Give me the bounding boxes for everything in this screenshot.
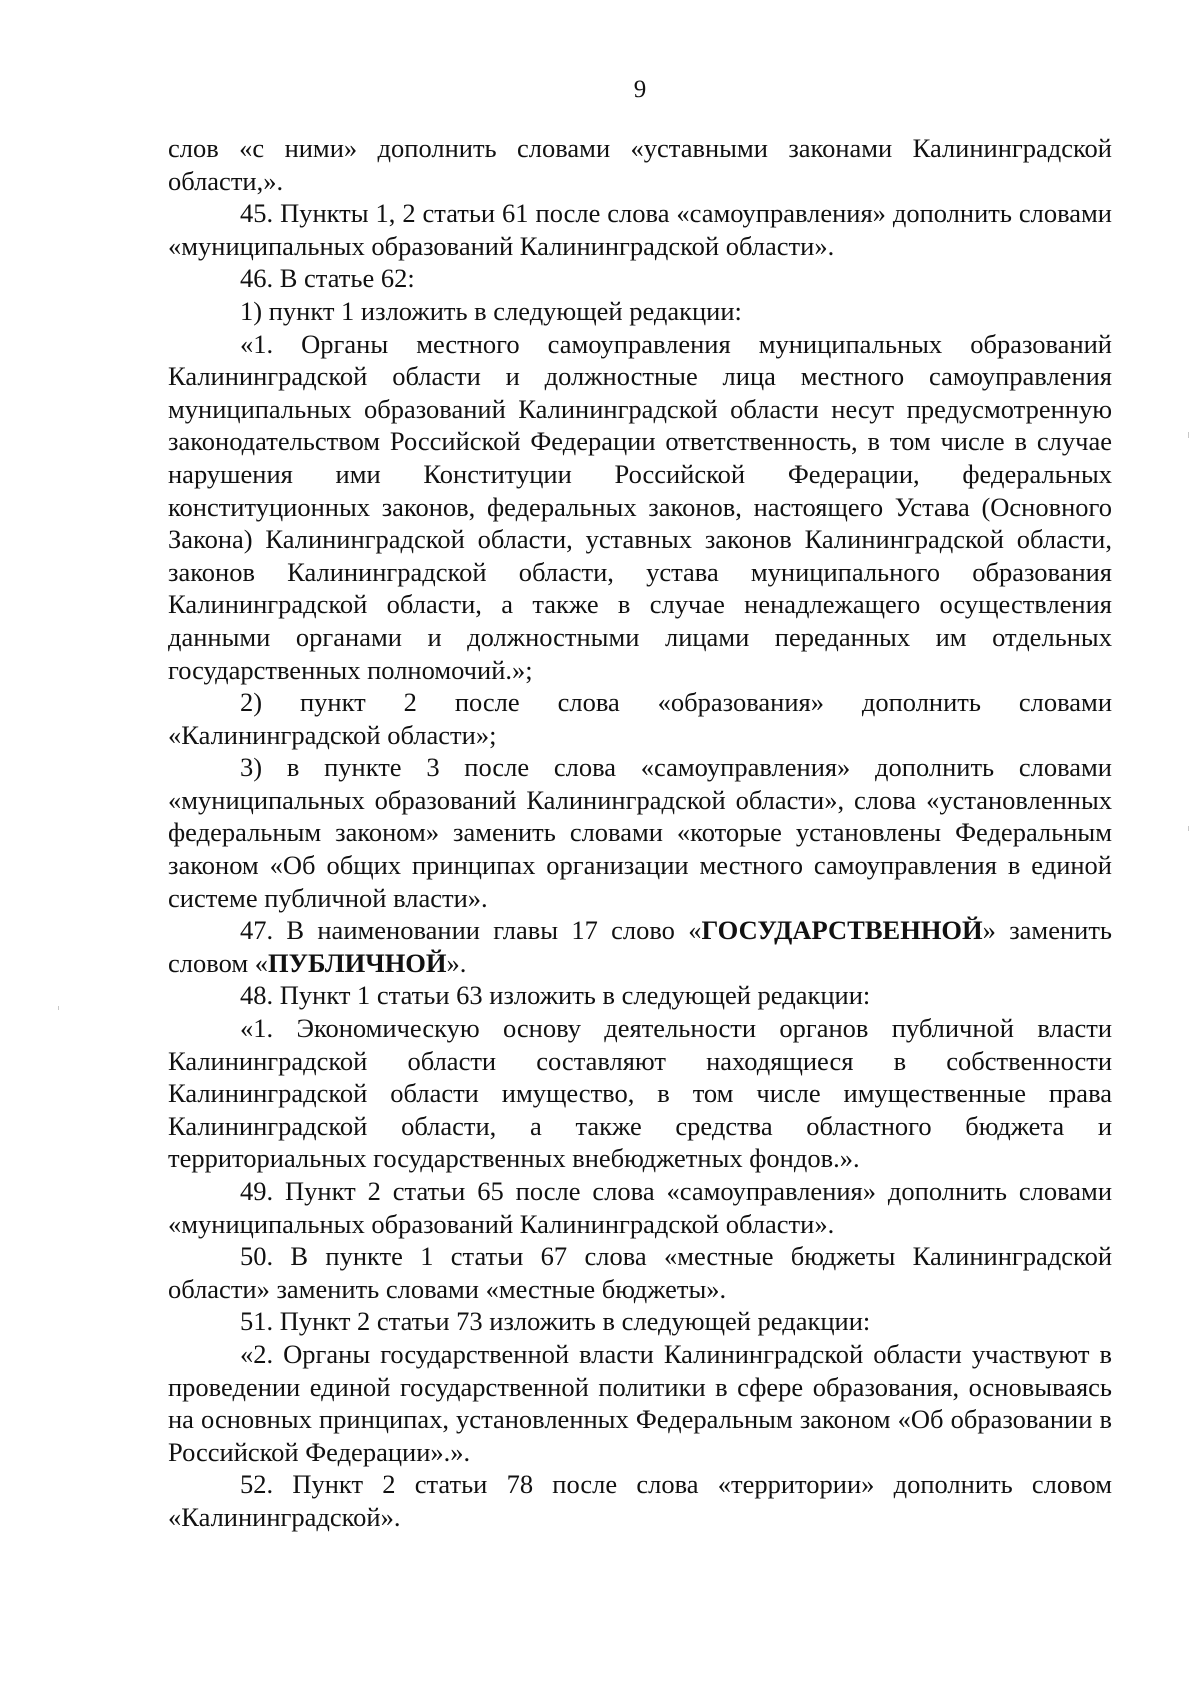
scan-artifact — [1188, 432, 1189, 438]
document-body — [168, 132, 1112, 1534]
paragraph-46-item-1-quote: «1. Органы местного самоуправления муниципальных образований Калининградской области и должностные лица местного самоуправления муниципальных образований Калининградской области несут предусмотренную законодательством Российской Федерации ответственность, в том числе в случае нарушения ими Конституции Российской Федерации, федеральных конституционных законов, федеральных законов, настоящего Устава (Основного Закона) Калининградской области, уставных законов Калининградской области, законов Калининградской области, устава муниципального образования Калининградской области, а также в случае ненадлежащего осуществления данными органами и должностными лицами переданных им отдельных государственных полномочий.»; — [168, 328, 1112, 685]
paragraph-48-quote: «1. Экономическую основу деятельности органов публичной власти Калининградской области составляют находящиеся в собственности Калининградской области имущество, в том числе имущественные права Калининградской области, а также средства областного бюджета и территориальных государственных внебюджетных фондов.». — [168, 1013, 1112, 1174]
scan-artifact — [58, 1006, 59, 1010]
page-number: 9 — [633, 76, 647, 103]
paragraph-47-bold-old-word: ГОСУДАРСТВЕННОЙ — [701, 915, 983, 946]
paragraph-46-item-2: 2) пункт 2 после слова «образования» дополнить словами «Калининградской области»; — [168, 687, 1112, 750]
paragraph-51: 51. Пункт 2 статьи 73 изложить в следующей редакции: — [240, 1306, 871, 1337]
paragraph-50: 50. В пункте 1 статьи 67 слова «местные бюджеты Калининградской области» заменить словами «местные бюджеты». — [168, 1241, 1112, 1304]
scan-artifact — [1188, 826, 1189, 831]
paragraph-48: 48. Пункт 1 статьи 63 изложить в следующей редакции: — [240, 980, 871, 1011]
paragraph-47-text-b: » заменить словом « — [168, 915, 1112, 978]
paragraph-46: 46. В статье 62: — [240, 263, 415, 294]
paragraph-47 — [168, 914, 1112, 979]
paragraph-46-item-3: 3) в пункте 3 после слова «самоуправления» дополнить словами «муниципальных образований Калининградской области», слова «установленных федеральным законом» заменить словами «которые установлены Федеральным законом «Об общих принципах организации местного самоуправления в единой системе публичной власти». — [168, 752, 1112, 913]
paragraph-45: 45. Пункты 1, 2 статьи 61 после слова «самоуправления» дополнить словами «муниципальных образований Калининградской области». — [168, 198, 1112, 261]
paragraph-47-text-a: 47. В наименовании главы 17 слово « — [240, 915, 702, 946]
paragraph-51-quote: «2. Органы государственной власти Калининградской области участвуют в проведении единой государственной политики в сфере образования, основываясь на основных принципах, установленных Федеральным законом «Об образовании в Российской Федерации».». — [168, 1338, 1112, 1467]
paragraph-continuation: слов «с ними» дополнить словами «уставными законами Калининградской области,». — [168, 133, 1112, 196]
paragraph-47-text-c: ». — [446, 947, 467, 978]
paragraph-52: 52. Пункт 2 статьи 78 после слова «территории» дополнить словом «Калининградской». — [168, 1469, 1112, 1532]
paragraph-47-bold-new-word: ПУБЛИЧНОЙ — [267, 947, 447, 978]
paragraph-46-item-1: 1) пункт 1 изложить в следующей редакции: — [240, 295, 742, 326]
paragraph-49: 49. Пункт 2 статьи 65 после слова «самоуправления» дополнить словами «муниципальных образований Калининградской области». — [168, 1176, 1112, 1239]
